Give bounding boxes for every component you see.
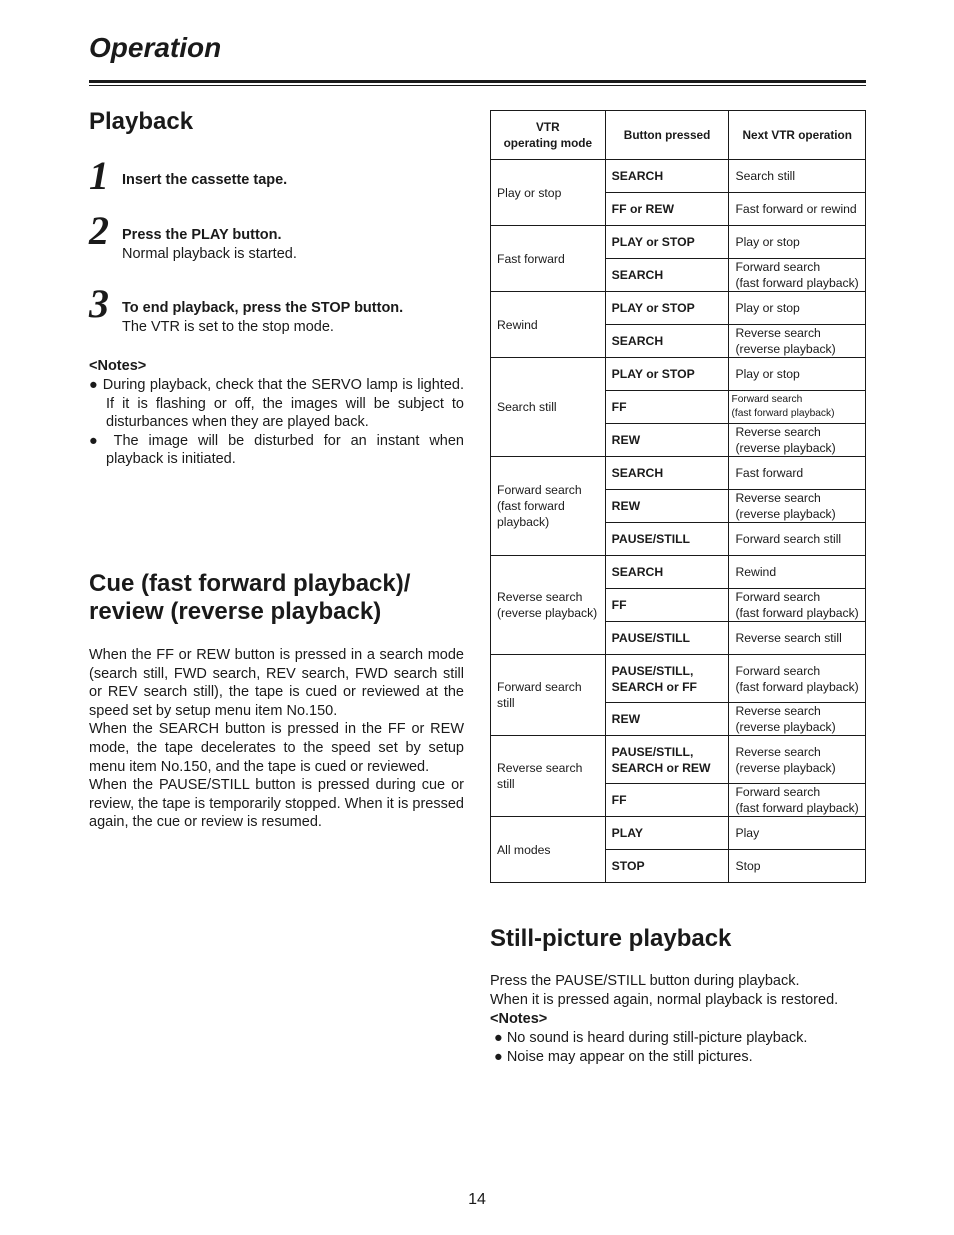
button-pressed-cell: SEARCH xyxy=(605,556,729,589)
next-operation-cell: Play or stop xyxy=(729,358,866,391)
button-pressed-cell: PAUSE/STILL, SEARCH or REW xyxy=(605,736,729,784)
note-item: ● The image will be disturbed for an instant when playback is initiated. xyxy=(89,432,464,468)
note-item: ● No sound is heard during still-picture playback. xyxy=(490,1030,808,1046)
paragraph: When the PAUSE/STILL button is pressed during cue or review, the tape is temporarily stopped. When it is pressed again, the cue or review is resumed. xyxy=(89,777,464,831)
next-operation-cell: Fast forward or rewind xyxy=(729,193,866,226)
button-pressed-cell: PAUSE/STILL, SEARCH or FF xyxy=(605,655,729,703)
step-title: To end playback, press the STOP button. xyxy=(122,300,404,316)
vtr-mode-cell: All modes xyxy=(491,817,606,883)
next-operation-cell: Reverse search still xyxy=(729,622,866,655)
next-operation-cell: Forward search (fast forward playback) xyxy=(729,589,866,622)
next-operation-cell: Play or stop xyxy=(729,292,866,325)
cue-heading-line1: Cue (fast forward playback)/ xyxy=(89,570,411,597)
vtr-mode-cell: Forward search still xyxy=(491,655,606,736)
notes-heading: <Notes> xyxy=(490,1011,548,1027)
notes-heading: <Notes> xyxy=(89,358,147,374)
step-2 xyxy=(122,226,467,264)
table-row xyxy=(491,736,866,784)
step-title: Insert the cassette tape. xyxy=(122,172,288,188)
next-operation-cell: Forward search (fast forward playback) xyxy=(729,259,866,292)
table-row xyxy=(491,556,866,589)
next-operation-cell: Forward search (fast forward playback) xyxy=(729,784,866,817)
button-pressed-cell: FF or REW xyxy=(605,193,729,226)
bullet-icon: ● xyxy=(89,432,114,449)
next-operation-cell: Stop xyxy=(729,850,866,883)
playback-heading: Playback xyxy=(89,108,194,135)
table-row xyxy=(491,817,866,850)
button-pressed-cell: REW xyxy=(605,490,729,523)
next-operation-cell: Reverse search (reverse playback) xyxy=(729,325,866,358)
paragraph: When the FF or REW button is pressed in a search mode (search still, FWD search, REV search, FWD search still or REV search still), the tape is cued or reviewed at the speed set by setup menu item No.150. xyxy=(89,647,464,719)
button-pressed-cell: PLAY or STOP xyxy=(605,292,729,325)
step-text: Normal playback is started. xyxy=(122,246,297,262)
paragraph: When the SEARCH button is pressed in the FF or REW mode, the tape decelerates to the speed set by setup menu item No.150, and the tape is cued or reviewed. xyxy=(89,721,464,775)
step-title: Press the PLAY button. xyxy=(122,227,282,243)
button-pressed-cell: PLAY xyxy=(605,817,729,850)
still-heading: Still-picture playback xyxy=(490,925,732,952)
vtr-mode-cell: Rewind xyxy=(491,292,606,358)
table-row xyxy=(491,292,866,325)
step-number: 2 xyxy=(89,208,109,253)
vtr-mode-cell: Play or stop xyxy=(491,160,606,226)
step-3 xyxy=(122,299,467,337)
still-line2: When it is pressed again, normal playback is restored. xyxy=(490,992,839,1008)
next-operation-cell: Fast forward xyxy=(729,457,866,490)
button-pressed-cell: PLAY or STOP xyxy=(605,358,729,391)
table-row xyxy=(491,226,866,259)
vtr-mode-cell: Reverse search (reverse playback) xyxy=(491,556,606,655)
page-number: 14 xyxy=(468,1191,486,1208)
button-pressed-cell: PLAY or STOP xyxy=(605,226,729,259)
next-operation-cell: Search still xyxy=(729,160,866,193)
table-row xyxy=(491,358,866,391)
cue-heading-line2: review (reverse playback) xyxy=(89,598,382,625)
title-rule-thin xyxy=(89,85,866,86)
button-pressed-cell: PAUSE/STILL xyxy=(605,622,729,655)
next-operation-cell: Reverse search (reverse playback) xyxy=(729,424,866,457)
button-pressed-cell: SEARCH xyxy=(605,325,729,358)
vtr-mode-cell: Reverse search still xyxy=(491,736,606,817)
header-button-pressed: Button pressed xyxy=(605,111,729,160)
button-pressed-cell: FF xyxy=(605,391,729,424)
bullet-icon: ● xyxy=(490,1049,507,1065)
note-item: ● During playback, check that the SERVO lamp is lighted. If it is flashing or off, the images will be subject to disturbances when they are played back. xyxy=(89,377,464,431)
button-pressed-cell: REW xyxy=(605,703,729,736)
header-vtr-mode: VTR operating mode xyxy=(491,111,606,160)
vtr-mode-cell: Search still xyxy=(491,358,606,457)
page-title: Operation xyxy=(89,32,222,63)
vtr-operation-table xyxy=(490,110,866,883)
button-pressed-cell: SEARCH xyxy=(605,457,729,490)
cue-body xyxy=(89,646,464,832)
next-operation-cell: Play xyxy=(729,817,866,850)
button-pressed-cell: FF xyxy=(605,784,729,817)
next-operation-cell: Forward search still xyxy=(729,523,866,556)
step-number: 3 xyxy=(89,281,109,326)
button-pressed-cell: PAUSE/STILL xyxy=(605,523,729,556)
step-text: The VTR is set to the stop mode. xyxy=(122,319,334,335)
cue-heading xyxy=(89,570,410,626)
table-row xyxy=(491,160,866,193)
table-header-row xyxy=(491,111,866,160)
next-operation-cell: Reverse search (reverse playback) xyxy=(729,490,866,523)
vtr-mode-cell: Forward search (fast forward playback) xyxy=(491,457,606,556)
button-pressed-cell: FF xyxy=(605,589,729,622)
still-body xyxy=(490,972,870,1067)
button-pressed-cell: SEARCH xyxy=(605,160,729,193)
vtr-mode-cell: Fast forward xyxy=(491,226,606,292)
note-item: ● Noise may appear on the still pictures. xyxy=(490,1049,753,1065)
bullet-icon: ● xyxy=(490,1030,507,1046)
next-operation-cell: Forward search (fast forward playback) xyxy=(729,655,866,703)
next-operation-cell: Rewind xyxy=(729,556,866,589)
button-pressed-cell: SEARCH xyxy=(605,259,729,292)
next-operation-cell: Forward search (fast forward playback) xyxy=(729,391,866,424)
title-rule xyxy=(89,80,866,83)
next-operation-cell: Reverse search (reverse playback) xyxy=(729,736,866,784)
step-1 xyxy=(122,171,467,190)
header-next-operation: Next VTR operation xyxy=(729,111,866,160)
step-number: 1 xyxy=(89,153,109,198)
table-row xyxy=(491,457,866,490)
playback-notes xyxy=(89,357,464,469)
table-row xyxy=(491,655,866,703)
still-line1: Press the PAUSE/STILL button during playback. xyxy=(490,973,800,989)
next-operation-cell: Play or stop xyxy=(729,226,866,259)
button-pressed-cell: STOP xyxy=(605,850,729,883)
next-operation-cell: Reverse search (reverse playback) xyxy=(729,703,866,736)
bullet-icon: ● xyxy=(89,377,103,393)
button-pressed-cell: REW xyxy=(605,424,729,457)
